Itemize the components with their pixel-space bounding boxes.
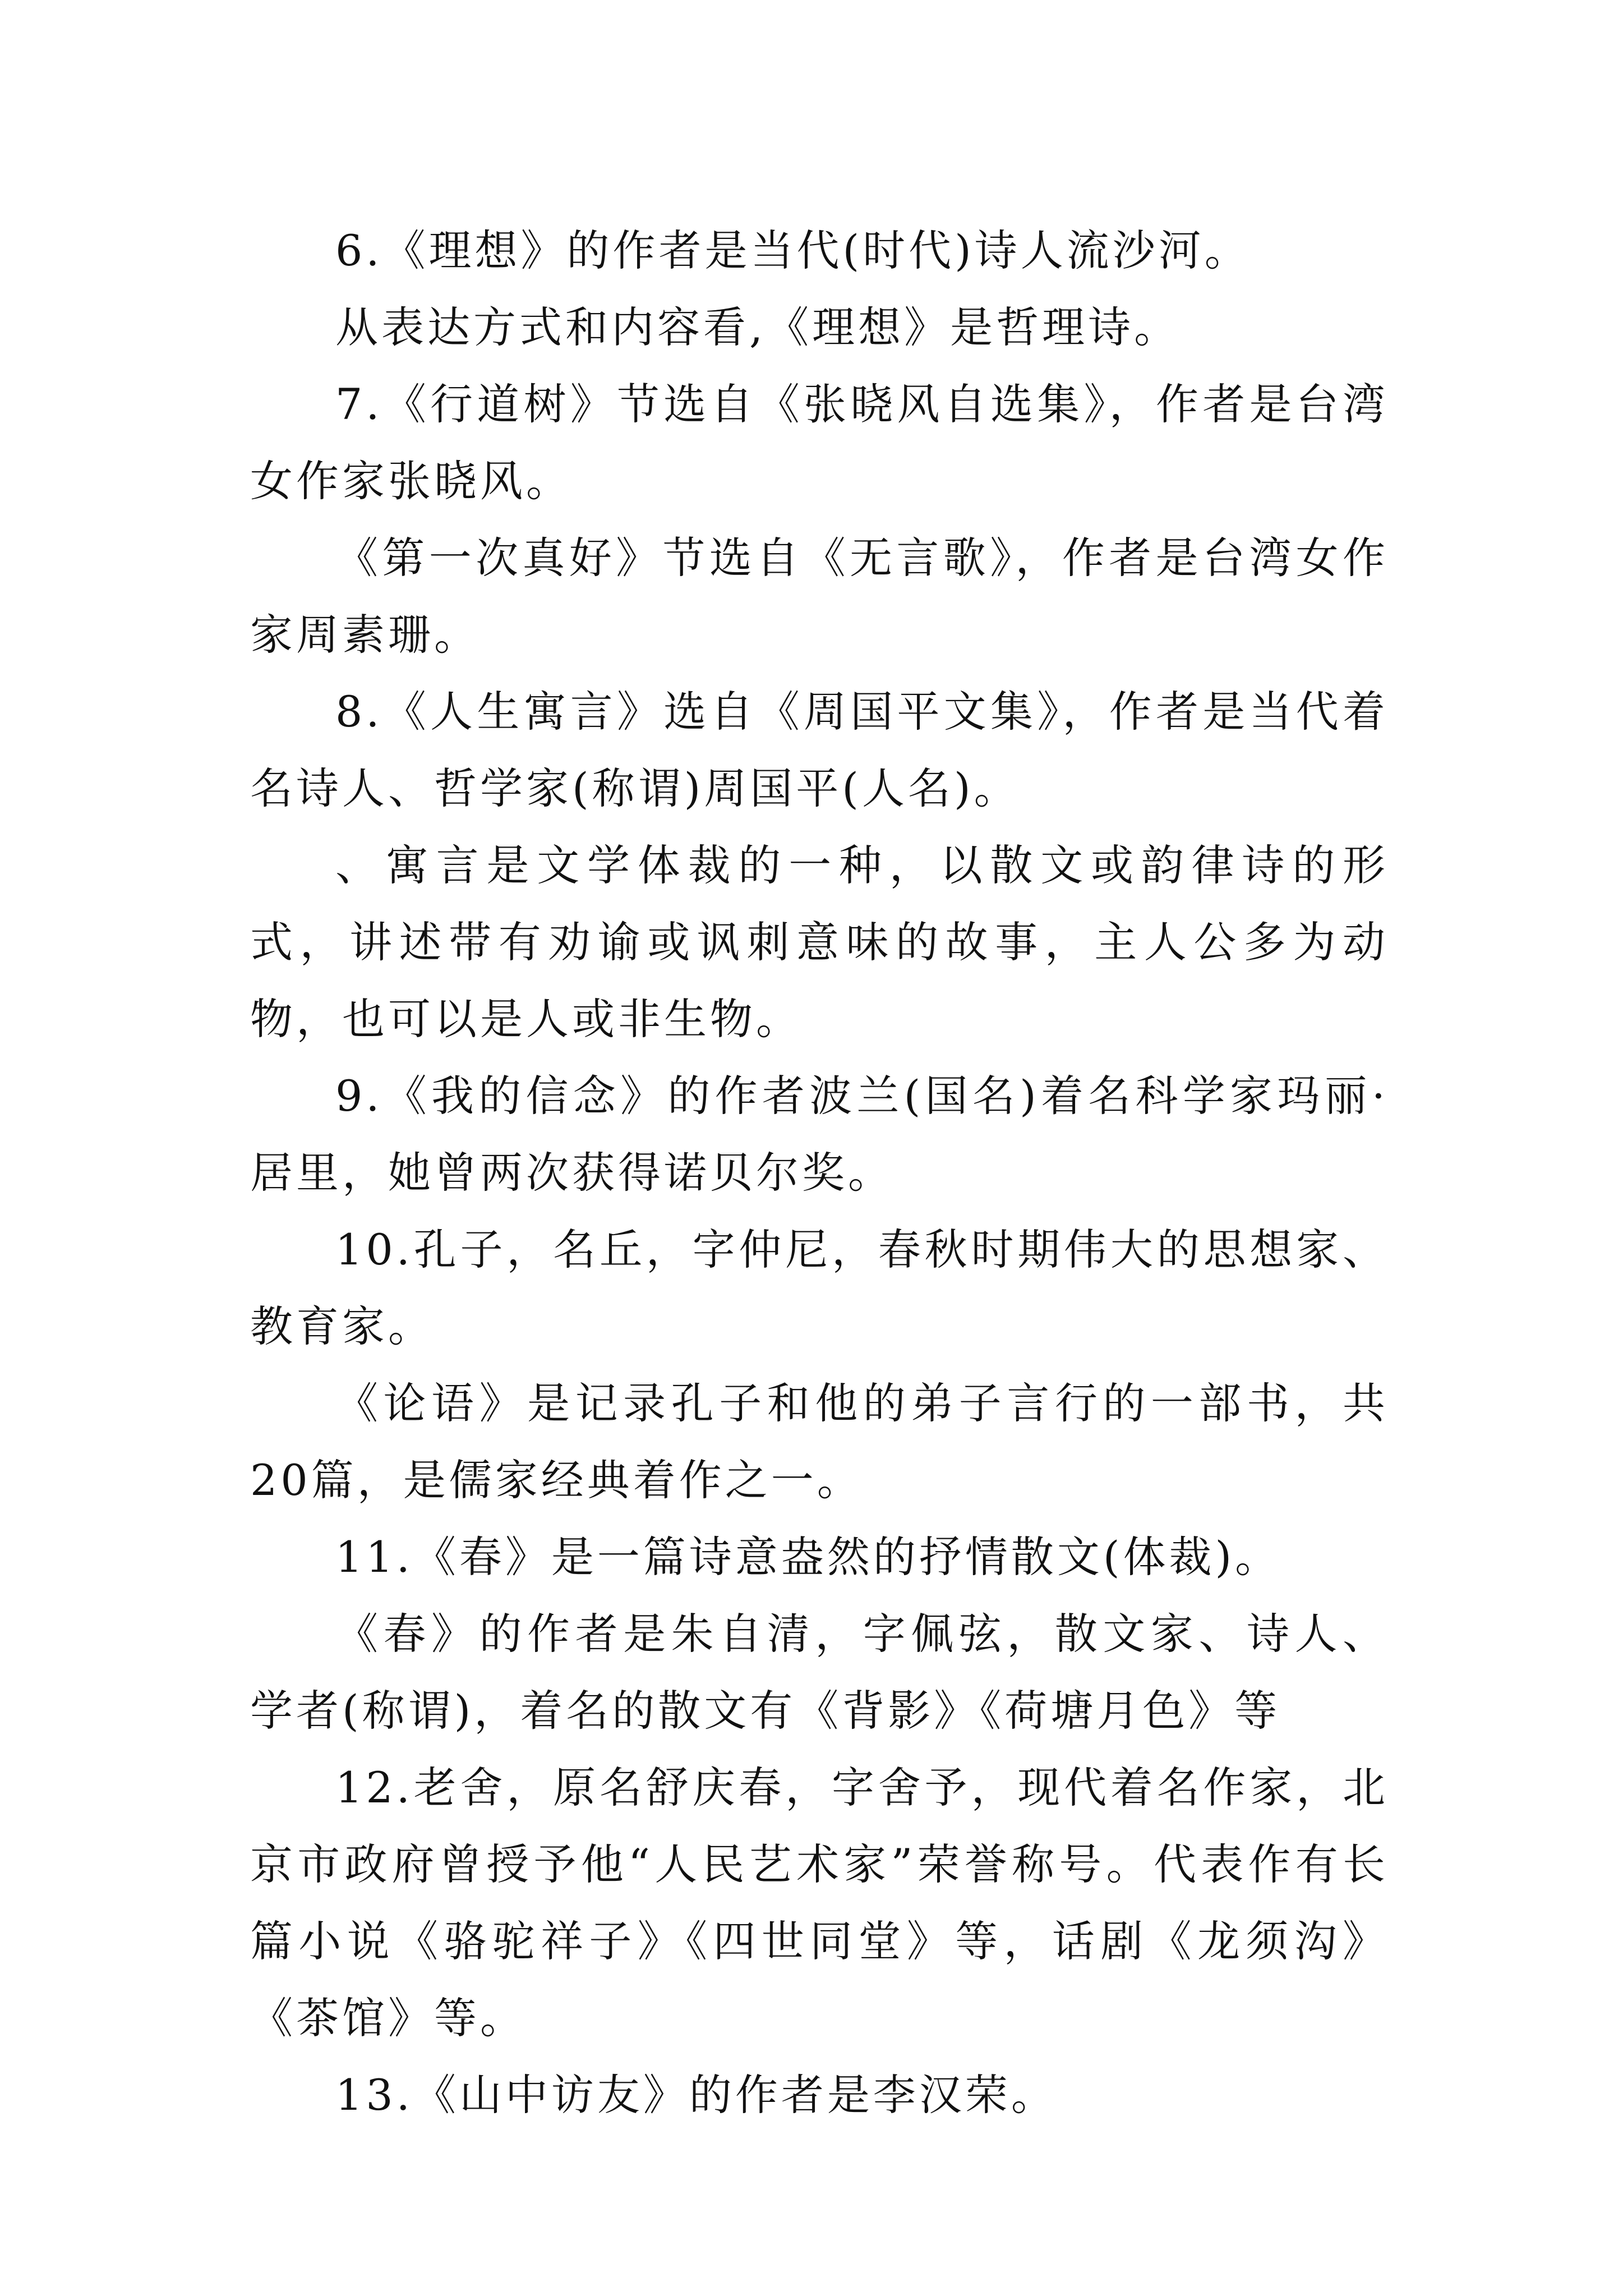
paragraph-spring-author: 《春》的作者是朱自清，字佩弦，散文家、诗人、学者(称谓)，着名的散文有《背影》《荷塘月色》等 — [250, 1609, 1389, 1736]
paragraph-fable-definition: 、寓言是文学体裁的一种，以散文或韵律诗的形式，讲述带有劝谕或讽刺意味的故事，主人公多为动物，也可以是人或非生物。 — [250, 840, 1389, 1044]
paragraph-12-lao-she: 12.老舍，原名舒庆春，字舍予，现代着名作家，北京市政府曾授予他“人民艺术家”荣誉称号。代表作有长篇小说《骆驼祥子》《四世同堂》等，话剧《龙须沟》《茶馆》等。 — [250, 1763, 1389, 2043]
paragraph-8-life-fables: 8.《人生寓言》选自《周国平文集》，作者是当代着名诗人、哲学家(称谓)周国平(人名)。 — [250, 687, 1389, 813]
paragraph-10-confucius: 10.孔子，名丘，字仲尼，春秋时期伟大的思想家、教育家。 — [250, 1225, 1389, 1351]
paragraph-ideal-genre: 从表达方式和内容看,《理想》是哲理诗。 — [335, 302, 1181, 352]
paragraph-7-roadside-tree: 7.《行道树》节选自《张晓风自选集》，作者是台湾女作家张晓风。 — [250, 379, 1389, 506]
paragraph-11-spring: 11.《春》是一篇诗意盎然的抒情散文(体裁)。 — [335, 1532, 1281, 1582]
paragraph-9-my-belief: 9.《我的信念》的作者波兰(国名)着名科学家玛丽·居里，她曾两次获得诺贝尔奖。 — [250, 1071, 1389, 1198]
document-body — [250, 212, 1389, 2133]
paragraph-analects: 《论语》是记录孔子和他的弟子言行的一部书，共20篇，是儒家经典着作之一。 — [250, 1378, 1389, 1505]
paragraph-13-visiting-friend: 13.《山中访友》的作者是李汉荣。 — [335, 2070, 1057, 2120]
paragraph-6-ideal: 6.《理想》的作者是当代(时代)诗人流沙河。 — [335, 226, 1251, 275]
paragraph-first-time-good: 《第一次真好》节选自《无言歌》，作者是台湾女作家周素珊。 — [250, 533, 1389, 660]
